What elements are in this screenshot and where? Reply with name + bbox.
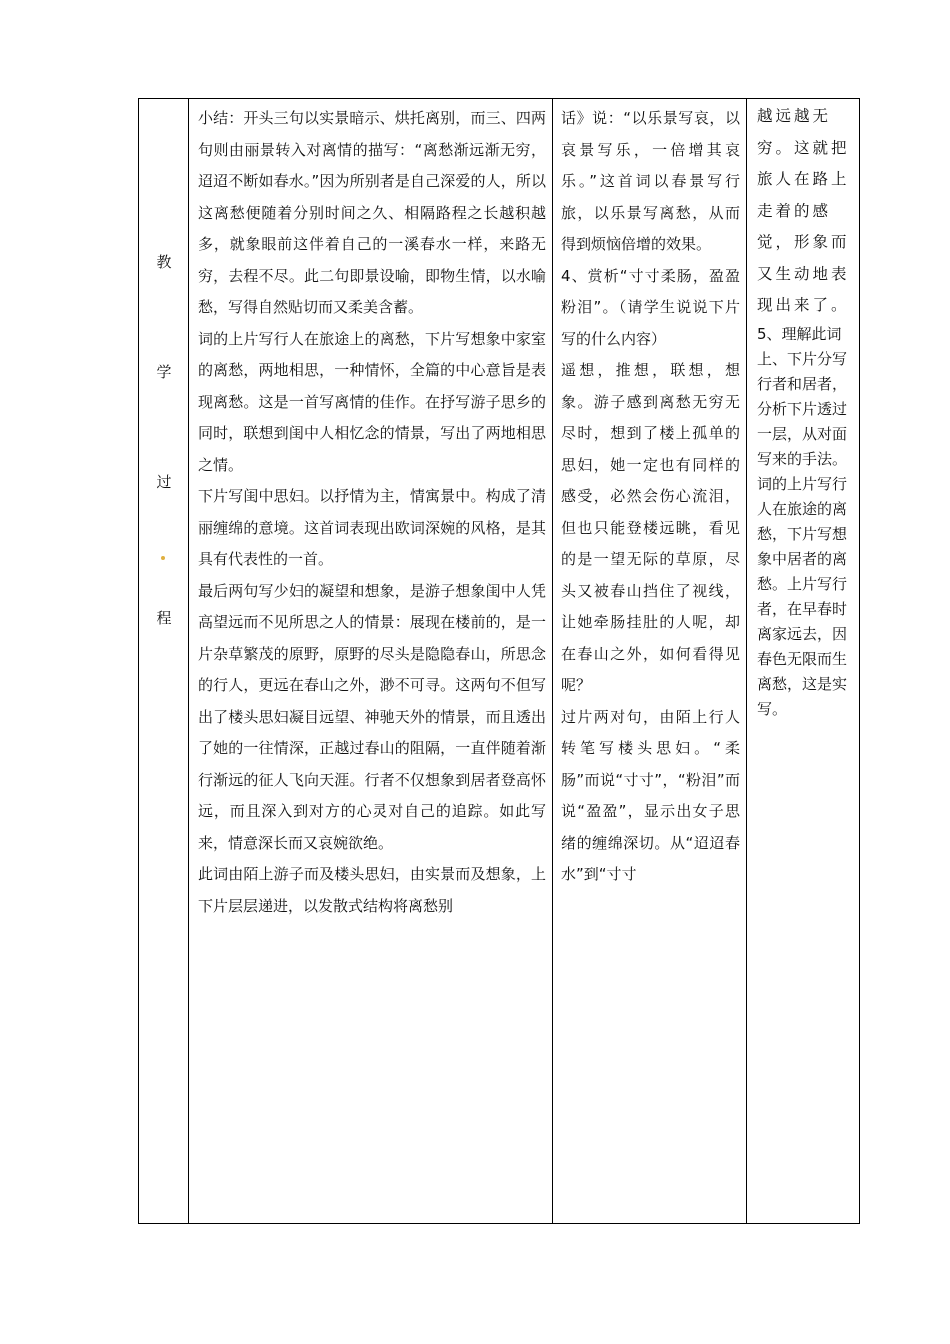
notes-column (747, 99, 858, 1223)
main-content-column (189, 99, 553, 1223)
imagination-paragraph: 遥想，推想，联想，想象。游子感到离愁无穷无尽时，想到了楼上孤单的思妇，她一定也有同样的感受，必然会伤心流泪，但也只能登楼远眺，看见的是一望无际的草原，尽头又被春山挡住了视线，让她牵肠挂肚的人呢，却在春山之外，如何看得见呢？ (561, 361, 740, 694)
transition-paragraph: 过片两对句，由陌上行人转笔写楼头思妇。“柔肠”而说“寸寸”，“粉泪”而说“盈盈”，显示出女子思绪的缠绵深切。从“迢迢春水”到“寸寸 (561, 707, 740, 883)
section-label-column (139, 99, 189, 1223)
analysis-column (553, 99, 747, 1223)
label-char-xue: 学 (156, 363, 172, 381)
notes-top-text: 越远越无穷。这就把旅人在路上走着的感觉，形象而又生动地表现出来了。 (757, 107, 850, 314)
lesson-table (138, 98, 860, 1224)
question-four-paragraph: 4、赏析“寸寸柔肠，盈盈粉泪”。（请学生说说下片写的什么内容） (561, 266, 740, 348)
second-stanza-paragraph: 下片写闺中思妇。以抒情为主，情寓景中。构成了清丽缠绵的意境。这首词表现出欧词深婉的风格，是其具有代表性的一首。 (198, 487, 546, 568)
ending-lines-paragraph: 最后两句写少妇的凝望和想象，是游子想象闺中人凭高望远而不见所思之人的情景：展现在楼前的，是一片杂草繁茂的原野，原野的尽头是隐隐春山，所思念的行人，更远在春山之外，渺不可寻。这两句不但写出了楼头思妇凝目远望、神驰天外的情景，而且透出了她的一往情深，正越过春山的阻隔，一直伴随着渐行渐远的征人飞向天涯。行者不仅想象到居者登高怀远，而且深入到对方的心灵对自己的追踪。如此写来，情意深长而又哀婉欲绝。 (198, 581, 546, 852)
label-char-jiao: 教 (156, 253, 172, 271)
summary-paragraph: 小结：开头三句以实景暗示、烘托离别，而三、四两句则由丽景转入对离情的描写：“离愁渐远渐无穷，迢迢不断如春水。”因为所别者是自己深爱的人，所以这离愁便随着分别时间之久、相隔路程之长越积越多，就象眼前这伴着自己的一溪春水一样，来路无穷，去程不尽。此二句即景设喻，即物生情，以水喻愁，写得自然贴切而又柔美含蓄。 (198, 109, 546, 316)
theme-paragraph: 词的上片写行人在旅途上的离愁，下片写想象中家室的离愁，两地相思，一种情怀，全篇的中心意旨是表现离愁。这是一首写离情的佳作。在抒写游子思乡的同时，联想到闺中人相忆念的情景，写出了两地相思之情。 (198, 329, 546, 474)
poetry-talk-paragraph: 话》说：“以乐景写哀，以哀景写乐，一倍增其哀乐。”这首词以春景写行旅，以乐景写离愁，从而得到烦恼倍增的效果。 (561, 109, 740, 253)
notes-question-five: 5、理解此词上、下片分写行者和居者，分析下片透过一层，从对面写来的手法。 词的上片写行人在旅途的离愁，下片写想象中居者的离愁。上片写行者，在早春时离家远去，因春色无限而生离愁，这是实写。 (757, 324, 848, 718)
structure-paragraph: 此词由陌上游子而及楼头思妇，由实景而及想象，上下片层层递进，以发散式结构将离愁别 (198, 865, 546, 915)
label-char-guo: 过 (156, 473, 172, 491)
decorative-dot (161, 556, 165, 560)
label-char-cheng: 程 (156, 609, 172, 627)
